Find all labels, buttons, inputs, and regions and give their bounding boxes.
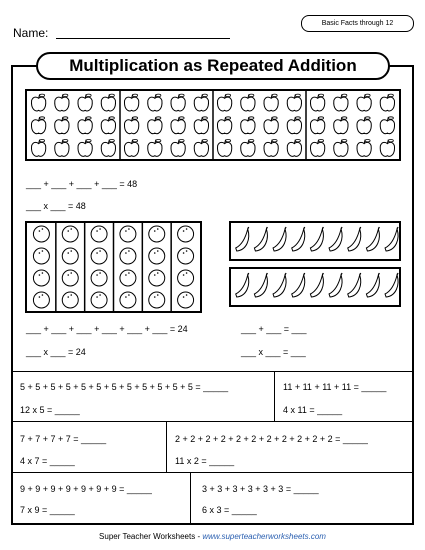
bananas-multiplication: ___ x ___ = ___ — [241, 347, 306, 357]
apple-icon — [380, 139, 394, 156]
banana-icon — [366, 273, 379, 297]
apple-icon — [171, 117, 185, 134]
banana-icon — [348, 227, 361, 251]
divider — [190, 472, 191, 524]
apple-icon — [334, 117, 348, 134]
apple-icon — [194, 139, 208, 156]
apples-addition: ___ + ___ + ___ + ___ = 48 — [26, 179, 138, 189]
banana-icon — [366, 227, 379, 251]
apple-icon — [31, 139, 45, 156]
orange-icon — [149, 248, 165, 264]
problem-4-multiplication: 11 x 2 = _____ — [175, 456, 235, 466]
banana-icon — [292, 273, 305, 297]
apple-icon — [217, 139, 231, 156]
problem-5-addition: 9 + 9 + 9 + 9 + 9 + 9 + 9 = _____ — [20, 484, 152, 494]
bananas-panel-2 — [229, 267, 401, 307]
orange-icon — [178, 270, 194, 286]
banana-icon — [273, 273, 286, 297]
apple-icon — [357, 94, 371, 111]
divider — [12, 371, 413, 372]
apples-multiplication: ___ x ___ = 48 — [26, 201, 86, 211]
apple-icon — [241, 94, 255, 111]
banana-icon — [254, 227, 267, 251]
orange-icon — [149, 292, 165, 308]
apple-icon — [194, 94, 208, 111]
divider — [274, 371, 275, 421]
orange-icon — [91, 226, 107, 242]
apple-icon — [78, 117, 92, 134]
orange-icon — [120, 248, 136, 264]
apple-icon — [101, 117, 115, 134]
orange-icon — [62, 270, 78, 286]
apple-icon — [380, 94, 394, 111]
apple-icon — [287, 94, 301, 111]
banana-icon — [292, 227, 305, 251]
apple-icon — [31, 117, 45, 134]
banana-icon — [385, 273, 398, 297]
topic-badge: Basic Facts through 12 — [301, 15, 414, 32]
divider — [166, 421, 167, 472]
apple-icon — [217, 94, 231, 111]
apple-icon — [287, 139, 301, 156]
banana-icon — [273, 227, 286, 251]
oranges-addition: ___ + ___ + ___ + ___ + ___ + ___ = 24 — [26, 324, 188, 334]
orange-icon — [178, 248, 194, 264]
apple-icon — [78, 139, 92, 156]
orange-icon — [178, 292, 194, 308]
oranges-panel — [25, 221, 202, 313]
problem-2-addition: 11 + 11 + 11 + 11 = _____ — [283, 382, 387, 392]
banana-icon — [310, 227, 323, 251]
apple-icon — [55, 94, 69, 111]
orange-icon — [149, 226, 165, 242]
orange-icon — [33, 292, 49, 308]
apple-icon — [264, 94, 278, 111]
footer — [0, 532, 425, 541]
apple-icon — [78, 94, 92, 111]
apple-icon — [124, 117, 138, 134]
apple-icon — [148, 117, 162, 134]
apple-icon — [310, 117, 324, 134]
banana-group-2 — [231, 269, 399, 305]
apple-icon — [287, 117, 301, 134]
problem-4-addition: 2 + 2 + 2 + 2 + 2 + 2 + 2 + 2 + 2 + 2 + 2 = _____ — [175, 434, 368, 444]
banana-icon — [236, 227, 249, 251]
problem-3-addition: 7 + 7 + 7 + 7 = _____ — [20, 434, 107, 444]
banana-icon — [236, 273, 249, 297]
apple-icon — [55, 139, 69, 156]
banana-icon — [348, 273, 361, 297]
apple-icon — [194, 117, 208, 134]
apple-icon — [148, 139, 162, 156]
orange-icon — [149, 270, 165, 286]
bananas-panel-1 — [229, 221, 401, 261]
problem-6-addition: 3 + 3 + 3 + 3 + 3 + 3 = _____ — [202, 484, 319, 494]
orange-icon — [120, 270, 136, 286]
apple-icon — [148, 94, 162, 111]
apple-icon — [124, 139, 138, 156]
banana-icon — [310, 273, 323, 297]
banana-icon — [329, 273, 342, 297]
apple-icon — [217, 117, 231, 134]
apple-icon — [171, 94, 185, 111]
apple-icon — [264, 117, 278, 134]
apple-icon — [264, 139, 278, 156]
divider — [12, 421, 413, 422]
problem-1-addition: 5 + 5 + 5 + 5 + 5 + 5 + 5 + 5 + 5 + 5 + 5 + 5 = _____ — [20, 382, 229, 392]
banana-icon — [329, 227, 342, 251]
orange-icon — [33, 226, 49, 242]
orange-icon — [120, 226, 136, 242]
banana-icon — [254, 273, 267, 297]
apple-icon — [357, 117, 371, 134]
apple-icon — [55, 117, 69, 134]
orange-icon — [33, 248, 49, 264]
orange-icon — [91, 292, 107, 308]
orange-icon — [120, 292, 136, 308]
problem-1-multiplication: 12 x 5 = _____ — [20, 405, 80, 415]
problem-3-multiplication: 4 x 7 = _____ — [20, 456, 75, 466]
apple-icon — [241, 139, 255, 156]
apple-icon — [101, 94, 115, 111]
apple-icon — [241, 117, 255, 134]
apple-icon — [334, 139, 348, 156]
apple-icon — [380, 117, 394, 134]
apple-icon — [171, 139, 185, 156]
problem-2-multiplication: 4 x 11 = _____ — [283, 405, 343, 415]
apple-icon — [357, 139, 371, 156]
problem-6-multiplication: 6 x 3 = _____ — [202, 505, 257, 515]
apple-groups — [27, 91, 399, 159]
orange-icon — [91, 248, 107, 264]
orange-icon — [62, 292, 78, 308]
name-label: Name: — [13, 26, 49, 40]
name-field-line[interactable] — [56, 38, 230, 39]
worksheet-title: Multiplication as Repeated Addition — [36, 52, 390, 80]
orange-icon — [62, 226, 78, 242]
apple-icon — [101, 139, 115, 156]
apple-icon — [124, 94, 138, 111]
footer-brand: Super Teacher Worksheets — [99, 532, 196, 541]
orange-icon — [178, 226, 194, 242]
apple-icon — [310, 94, 324, 111]
orange-icon — [91, 270, 107, 286]
orange-icon — [33, 270, 49, 286]
footer-url[interactable]: www.superteacherworksheets.com — [202, 532, 326, 541]
footer-separator: - — [195, 532, 203, 541]
orange-icon — [62, 248, 78, 264]
banana-group-1 — [231, 223, 399, 259]
divider — [12, 472, 413, 473]
apples-panel — [25, 89, 401, 161]
problem-5-multiplication: 7 x 9 = _____ — [20, 505, 75, 515]
apple-icon — [31, 94, 45, 111]
oranges-multiplication: ___ x ___ = 24 — [26, 347, 86, 357]
banana-icon — [385, 227, 398, 251]
apple-icon — [334, 94, 348, 111]
orange-groups — [27, 223, 200, 311]
apple-icon — [310, 139, 324, 156]
bananas-addition: ___ + ___ = ___ — [241, 324, 307, 334]
